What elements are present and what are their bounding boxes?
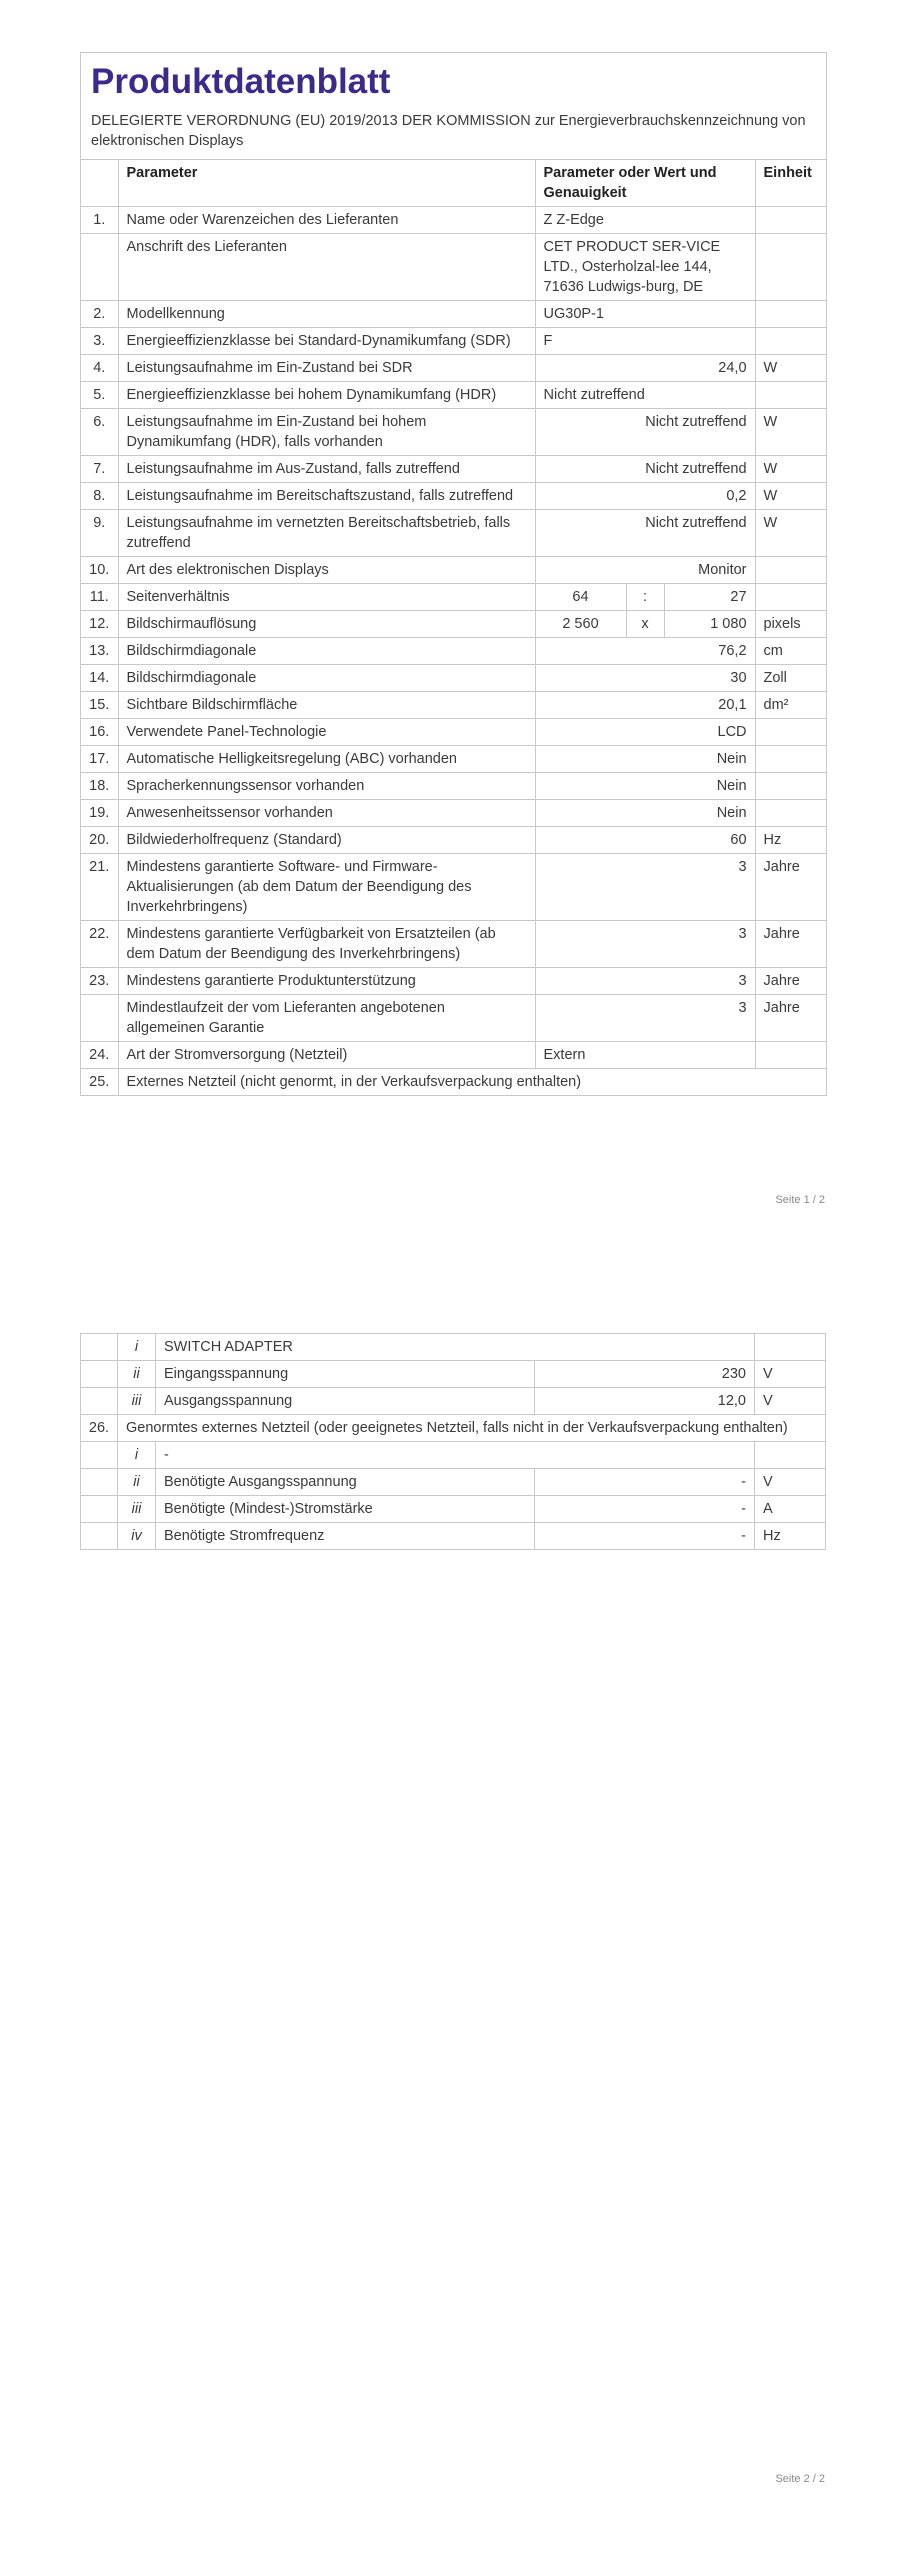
row-unit: Jahre <box>755 921 826 968</box>
row-value: 0,2 <box>535 483 755 510</box>
row-number: 10. <box>81 557 118 584</box>
row-roman-index: ii <box>118 1469 156 1496</box>
table-row <box>81 456 826 483</box>
page-number-1: Seite 1 / 2 <box>775 1194 825 1206</box>
row-label: Externes Netzteil (nicht genormt, in der Verkaufsverpackung enthalten) <box>118 1069 826 1096</box>
row-unit: cm <box>755 638 826 665</box>
row-number <box>81 1469 118 1496</box>
table-subrow <box>81 1496 826 1523</box>
table-row <box>81 827 826 854</box>
header-value-cell: Parameter oder Wert und Genauigkeit <box>535 160 755 207</box>
table-row <box>81 510 826 557</box>
row-value: Nicht zutreffend <box>535 456 755 483</box>
row-number <box>81 1523 118 1550</box>
row-label: Sichtbare Bildschirmfläche <box>118 692 535 719</box>
row-label: Art der Stromversorgung (Netzteil) <box>118 1042 535 1069</box>
table-row <box>81 355 826 382</box>
table-row <box>81 584 826 611</box>
row-roman-index: ii <box>118 1361 156 1388</box>
row-label: Mindestens garantierte Verfügbarkeit von Ersatzteilen (ab dem Datum der Beendigung des Inverkehrbringens) <box>118 921 535 968</box>
row-label: Genormtes externes Netzteil (oder geeignetes Netzteil, falls nicht in der Verkaufsverpackung enthalten) <box>118 1415 826 1442</box>
page-title: Produktdatenblatt <box>91 62 391 101</box>
row-value: 3 <box>535 995 755 1042</box>
table-row <box>81 995 826 1042</box>
row-unit <box>755 584 826 611</box>
row-number: 22. <box>81 921 118 968</box>
table-subrow <box>81 1361 826 1388</box>
row-unit: V <box>755 1469 826 1496</box>
row-number: 6. <box>81 409 118 456</box>
row-label: Benötigte Ausgangsspannung <box>156 1469 535 1496</box>
row-label: Anwesenheitssensor vorhanden <box>118 800 535 827</box>
header-num-cell <box>81 160 118 207</box>
table-row <box>81 409 826 456</box>
row-unit: Hz <box>755 1523 826 1550</box>
row-label: Leistungsaufnahme im Bereitschaftszustand, falls zutreffend <box>118 483 535 510</box>
row-label: Mindestlaufzeit der vom Lieferanten angebotenen allgemeinen Garantie <box>118 995 535 1042</box>
table-row <box>81 1415 826 1442</box>
table-row <box>81 638 826 665</box>
table-subrow <box>81 1442 826 1469</box>
title-block <box>81 53 826 160</box>
row-label: SWITCH ADAPTER <box>156 1334 755 1361</box>
row-value: Monitor <box>535 557 755 584</box>
row-roman-index: i <box>118 1334 156 1361</box>
row-value: Nein <box>535 746 755 773</box>
row-label: Mindestens garantierte Software- und Firmware-Aktualisierungen (ab dem Datum der Beendigung des Inverkehrbringens) <box>118 854 535 921</box>
row-number <box>81 234 118 301</box>
row-unit <box>755 746 826 773</box>
row-value: 12,0 <box>535 1388 755 1415</box>
row-roman-index: iii <box>118 1496 156 1523</box>
table-row <box>81 719 826 746</box>
row-number: 12. <box>81 611 118 638</box>
row-value-separator: : <box>626 584 664 611</box>
row-number: 15. <box>81 692 118 719</box>
row-number: 9. <box>81 510 118 557</box>
row-number: 5. <box>81 382 118 409</box>
table-row <box>81 1042 826 1069</box>
row-unit: W <box>755 355 826 382</box>
row-value-separator: x <box>626 611 664 638</box>
row-value: F <box>535 328 755 355</box>
row-unit <box>755 328 826 355</box>
row-number: 19. <box>81 800 118 827</box>
row-roman-index: iii <box>118 1388 156 1415</box>
row-label: Ausgangsspannung <box>156 1388 535 1415</box>
table-subrow <box>81 1334 826 1361</box>
row-number: 25. <box>81 1069 118 1096</box>
row-number <box>81 1388 118 1415</box>
row-unit: Jahre <box>755 968 826 995</box>
row-number: 17. <box>81 746 118 773</box>
page-subtitle: DELEGIERTE VERORDNUNG (EU) 2019/2013 DER KOMMISSION zur Energieverbrauchskennzeichnung von elektronischen Displays <box>91 113 806 149</box>
row-unit: Hz <box>755 827 826 854</box>
row-unit <box>755 301 826 328</box>
row-number: 13. <box>81 638 118 665</box>
row-value: Nein <box>535 800 755 827</box>
row-label: Bildschirmauflösung <box>118 611 535 638</box>
table-row <box>81 557 826 584</box>
row-value: 60 <box>535 827 755 854</box>
row-unit <box>755 773 826 800</box>
table-row <box>81 1069 826 1096</box>
row-unit <box>755 800 826 827</box>
row-label: Bildwiederholfrequenz (Standard) <box>118 827 535 854</box>
row-value: Nicht zutreffend <box>535 382 755 409</box>
row-number <box>81 1442 118 1469</box>
row-unit: Zoll <box>755 665 826 692</box>
row-unit <box>755 557 826 584</box>
row-number: 1. <box>81 207 118 234</box>
row-value: Nicht zutreffend <box>535 510 755 557</box>
table-row <box>81 611 826 638</box>
row-label: Eingangsspannung <box>156 1361 535 1388</box>
row-value-a: 64 <box>535 584 626 611</box>
row-roman-index: i <box>118 1442 156 1469</box>
row-value-b: 1 080 <box>664 611 755 638</box>
page-number-2: Seite 2 / 2 <box>775 2473 825 2485</box>
row-value: Extern <box>535 1042 755 1069</box>
row-value: - <box>535 1523 755 1550</box>
table-row <box>81 692 826 719</box>
table-row <box>81 328 826 355</box>
row-label: Benötigte Stromfrequenz <box>156 1523 535 1550</box>
table-subrow <box>81 1388 826 1415</box>
row-number: 2. <box>81 301 118 328</box>
table-row <box>81 207 826 234</box>
datasheet-table-continued <box>80 1333 826 1550</box>
row-label: Leistungsaufnahme im Aus-Zustand, falls zutreffend <box>118 456 535 483</box>
row-label: Anschrift des Lieferanten <box>118 234 535 301</box>
row-value: 20,1 <box>535 692 755 719</box>
row-label: Energieeffizienzklasse bei hohem Dynamikumfang (HDR) <box>118 382 535 409</box>
table-row <box>81 382 826 409</box>
row-value: LCD <box>535 719 755 746</box>
row-value: Z Z-Edge <box>535 207 755 234</box>
row-number: 21. <box>81 854 118 921</box>
row-value: Nein <box>535 773 755 800</box>
table-row <box>81 968 826 995</box>
row-label: Leistungsaufnahme im Ein-Zustand bei SDR <box>118 355 535 382</box>
row-unit: W <box>755 409 826 456</box>
table-row <box>81 773 826 800</box>
row-number: 16. <box>81 719 118 746</box>
row-number <box>81 995 118 1042</box>
row-value: 24,0 <box>535 355 755 382</box>
row-number: 23. <box>81 968 118 995</box>
row-label: Automatische Helligkeitsregelung (ABC) vorhanden <box>118 746 535 773</box>
row-unit <box>755 719 826 746</box>
row-label: Name oder Warenzeichen des Lieferanten <box>118 207 535 234</box>
row-value: 3 <box>535 968 755 995</box>
row-label: Leistungsaufnahme im Ein-Zustand bei hohem Dynamikumfang (HDR), falls vorhanden <box>118 409 535 456</box>
row-unit: W <box>755 456 826 483</box>
row-unit: Jahre <box>755 854 826 921</box>
row-number: 8. <box>81 483 118 510</box>
row-label: Verwendete Panel-Technologie <box>118 719 535 746</box>
row-value: CET PRODUCT SER-VICE LTD., Osterholzal-lee 144, 71636 Ludwigs-burg, DE <box>535 234 755 301</box>
row-unit <box>755 1334 826 1361</box>
table-row <box>81 800 826 827</box>
table-row <box>81 854 826 921</box>
row-number: 20. <box>81 827 118 854</box>
row-unit <box>755 207 826 234</box>
row-number <box>81 1496 118 1523</box>
row-number: 26. <box>81 1415 118 1442</box>
row-unit <box>755 1042 826 1069</box>
row-label: Bildschirmdiagonale <box>118 638 535 665</box>
row-unit <box>755 234 826 301</box>
table-row <box>81 234 826 301</box>
row-value: 30 <box>535 665 755 692</box>
row-label: Spracherkennungssensor vorhanden <box>118 773 535 800</box>
row-label: Leistungsaufnahme im vernetzten Bereitschaftsbetrieb, falls zutreffend <box>118 510 535 557</box>
row-label: Modellkennung <box>118 301 535 328</box>
row-number <box>81 1361 118 1388</box>
row-number: 7. <box>81 456 118 483</box>
row-unit: W <box>755 483 826 510</box>
table-row <box>81 921 826 968</box>
row-label: - <box>156 1442 755 1469</box>
row-label: Bildschirmdiagonale <box>118 665 535 692</box>
row-label: Art des elektronischen Displays <box>118 557 535 584</box>
row-value: 3 <box>535 854 755 921</box>
row-label: Benötigte (Mindest-)Stromstärke <box>156 1496 535 1523</box>
row-number: 4. <box>81 355 118 382</box>
row-unit: pixels <box>755 611 826 638</box>
datasheet-page-1 <box>80 52 827 1096</box>
row-value: - <box>535 1496 755 1523</box>
row-unit: A <box>755 1496 826 1523</box>
row-label: Energieeffizienzklasse bei Standard-Dynamikumfang (SDR) <box>118 328 535 355</box>
row-value-b: 27 <box>664 584 755 611</box>
row-number: 3. <box>81 328 118 355</box>
table-row <box>81 746 826 773</box>
row-unit: W <box>755 510 826 557</box>
row-unit: V <box>755 1388 826 1415</box>
row-value: - <box>535 1469 755 1496</box>
table-row <box>81 665 826 692</box>
row-roman-index: iv <box>118 1523 156 1550</box>
table-subrow <box>81 1469 826 1496</box>
row-number: 18. <box>81 773 118 800</box>
row-value: UG30P-1 <box>535 301 755 328</box>
row-number <box>81 1334 118 1361</box>
header-param-cell: Parameter <box>118 160 535 207</box>
row-unit: dm² <box>755 692 826 719</box>
row-number: 24. <box>81 1042 118 1069</box>
row-unit <box>755 382 826 409</box>
row-number: 14. <box>81 665 118 692</box>
header-unit-cell: Einheit <box>755 160 826 207</box>
row-number: 11. <box>81 584 118 611</box>
table-subrow <box>81 1523 826 1550</box>
datasheet-table <box>81 160 826 1096</box>
row-value-a: 2 560 <box>535 611 626 638</box>
row-value: Nicht zutreffend <box>535 409 755 456</box>
row-unit: Jahre <box>755 995 826 1042</box>
table-header-row <box>81 160 826 207</box>
row-value: 230 <box>535 1361 755 1388</box>
row-label: Mindestens garantierte Produktunterstützung <box>118 968 535 995</box>
datasheet-page-2 <box>80 1333 825 1550</box>
row-unit <box>755 1442 826 1469</box>
row-label: Seitenverhältnis <box>118 584 535 611</box>
row-unit: V <box>755 1361 826 1388</box>
row-value: 3 <box>535 921 755 968</box>
table-row <box>81 483 826 510</box>
row-value: 76,2 <box>535 638 755 665</box>
table-row <box>81 301 826 328</box>
